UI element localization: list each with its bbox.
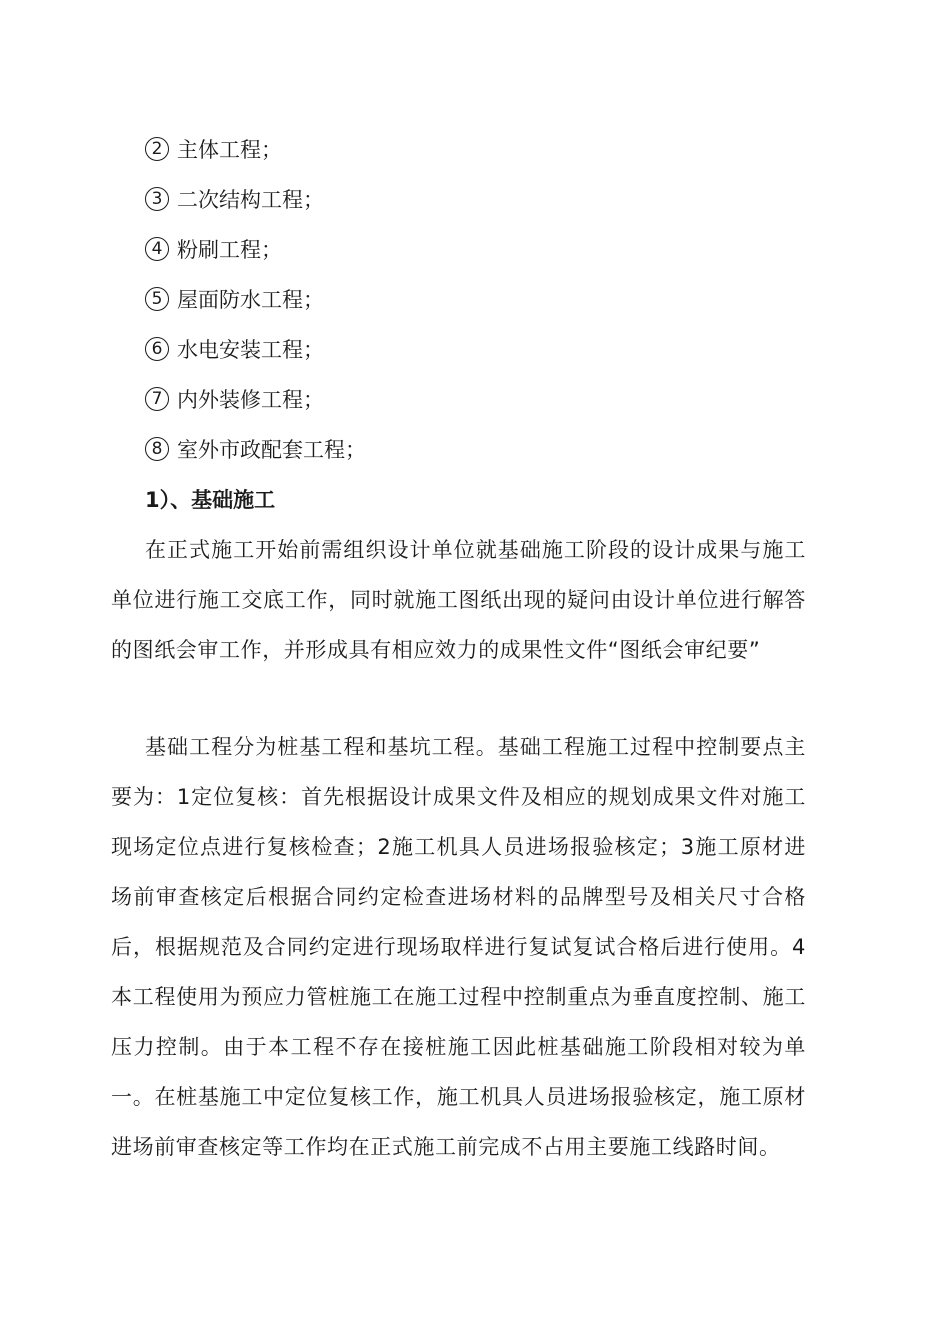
list-item — [145, 378, 366, 428]
list-item-text: 室外市政配套工程； — [177, 438, 366, 462]
paragraph-design-disclosure: 在正式施工开始前需组织设计单位就基础施工阶段的设计成果与施工单位进行施工交底工作，同时就施工图纸出现的疑问由设计单位进行解答的图纸会审工作，并形成具有相应效力的成果性文件“图纸会审纪要” — [111, 538, 806, 662]
list-item — [145, 278, 366, 328]
paragraph-foundation-control: 基础工程分为桩基工程和基坑工程。基础工程施工过程中控制要点主要为：1定位复核：首先根据设计成果文件及相应的规划成果文件对施工现场定位点进行复核检查；2施工机具人员进场报验核定；3施工原材进场前审查核定后根据合同约定检查进场材料的品牌型号及相关尺寸合格后，根据规范及合同约定进行现场取样进行复试复试合格后进行使用。4本工程使用为预应力管桩施工在施工过程中控制重点为垂直度控制、施工压力控制。由于本工程不存在接桩施工因此桩基础施工阶段相对较为单一。在桩基施工中定位复核工作，施工机具人员进场报验核定，施工原材进场前审查核定等工作均在正式施工前完成不占用主要施工线路时间。 — [111, 735, 806, 1159]
circled-number: 2 — [145, 137, 169, 161]
list-item — [145, 228, 366, 278]
circled-number: 6 — [145, 337, 169, 361]
list-item — [145, 428, 366, 478]
list-item — [145, 128, 366, 178]
list-item-text: 粉刷工程； — [177, 238, 282, 262]
circled-number: 7 — [145, 387, 169, 411]
section-heading: 1）、基础施工 — [145, 488, 276, 512]
list-item-text: 屋面防水工程； — [177, 288, 324, 312]
work-item-list — [145, 128, 366, 478]
list-item — [145, 178, 366, 228]
circled-number: 8 — [145, 437, 169, 461]
list-item-text: 内外装修工程； — [177, 388, 324, 412]
list-item-text: 二次结构工程； — [177, 188, 324, 212]
list-item — [145, 328, 366, 378]
circled-number: 5 — [145, 287, 169, 311]
circled-number: 3 — [145, 187, 169, 211]
circled-number: 4 — [145, 237, 169, 261]
list-item-text: 主体工程； — [177, 138, 282, 162]
list-item-text: 水电安装工程； — [177, 338, 324, 362]
